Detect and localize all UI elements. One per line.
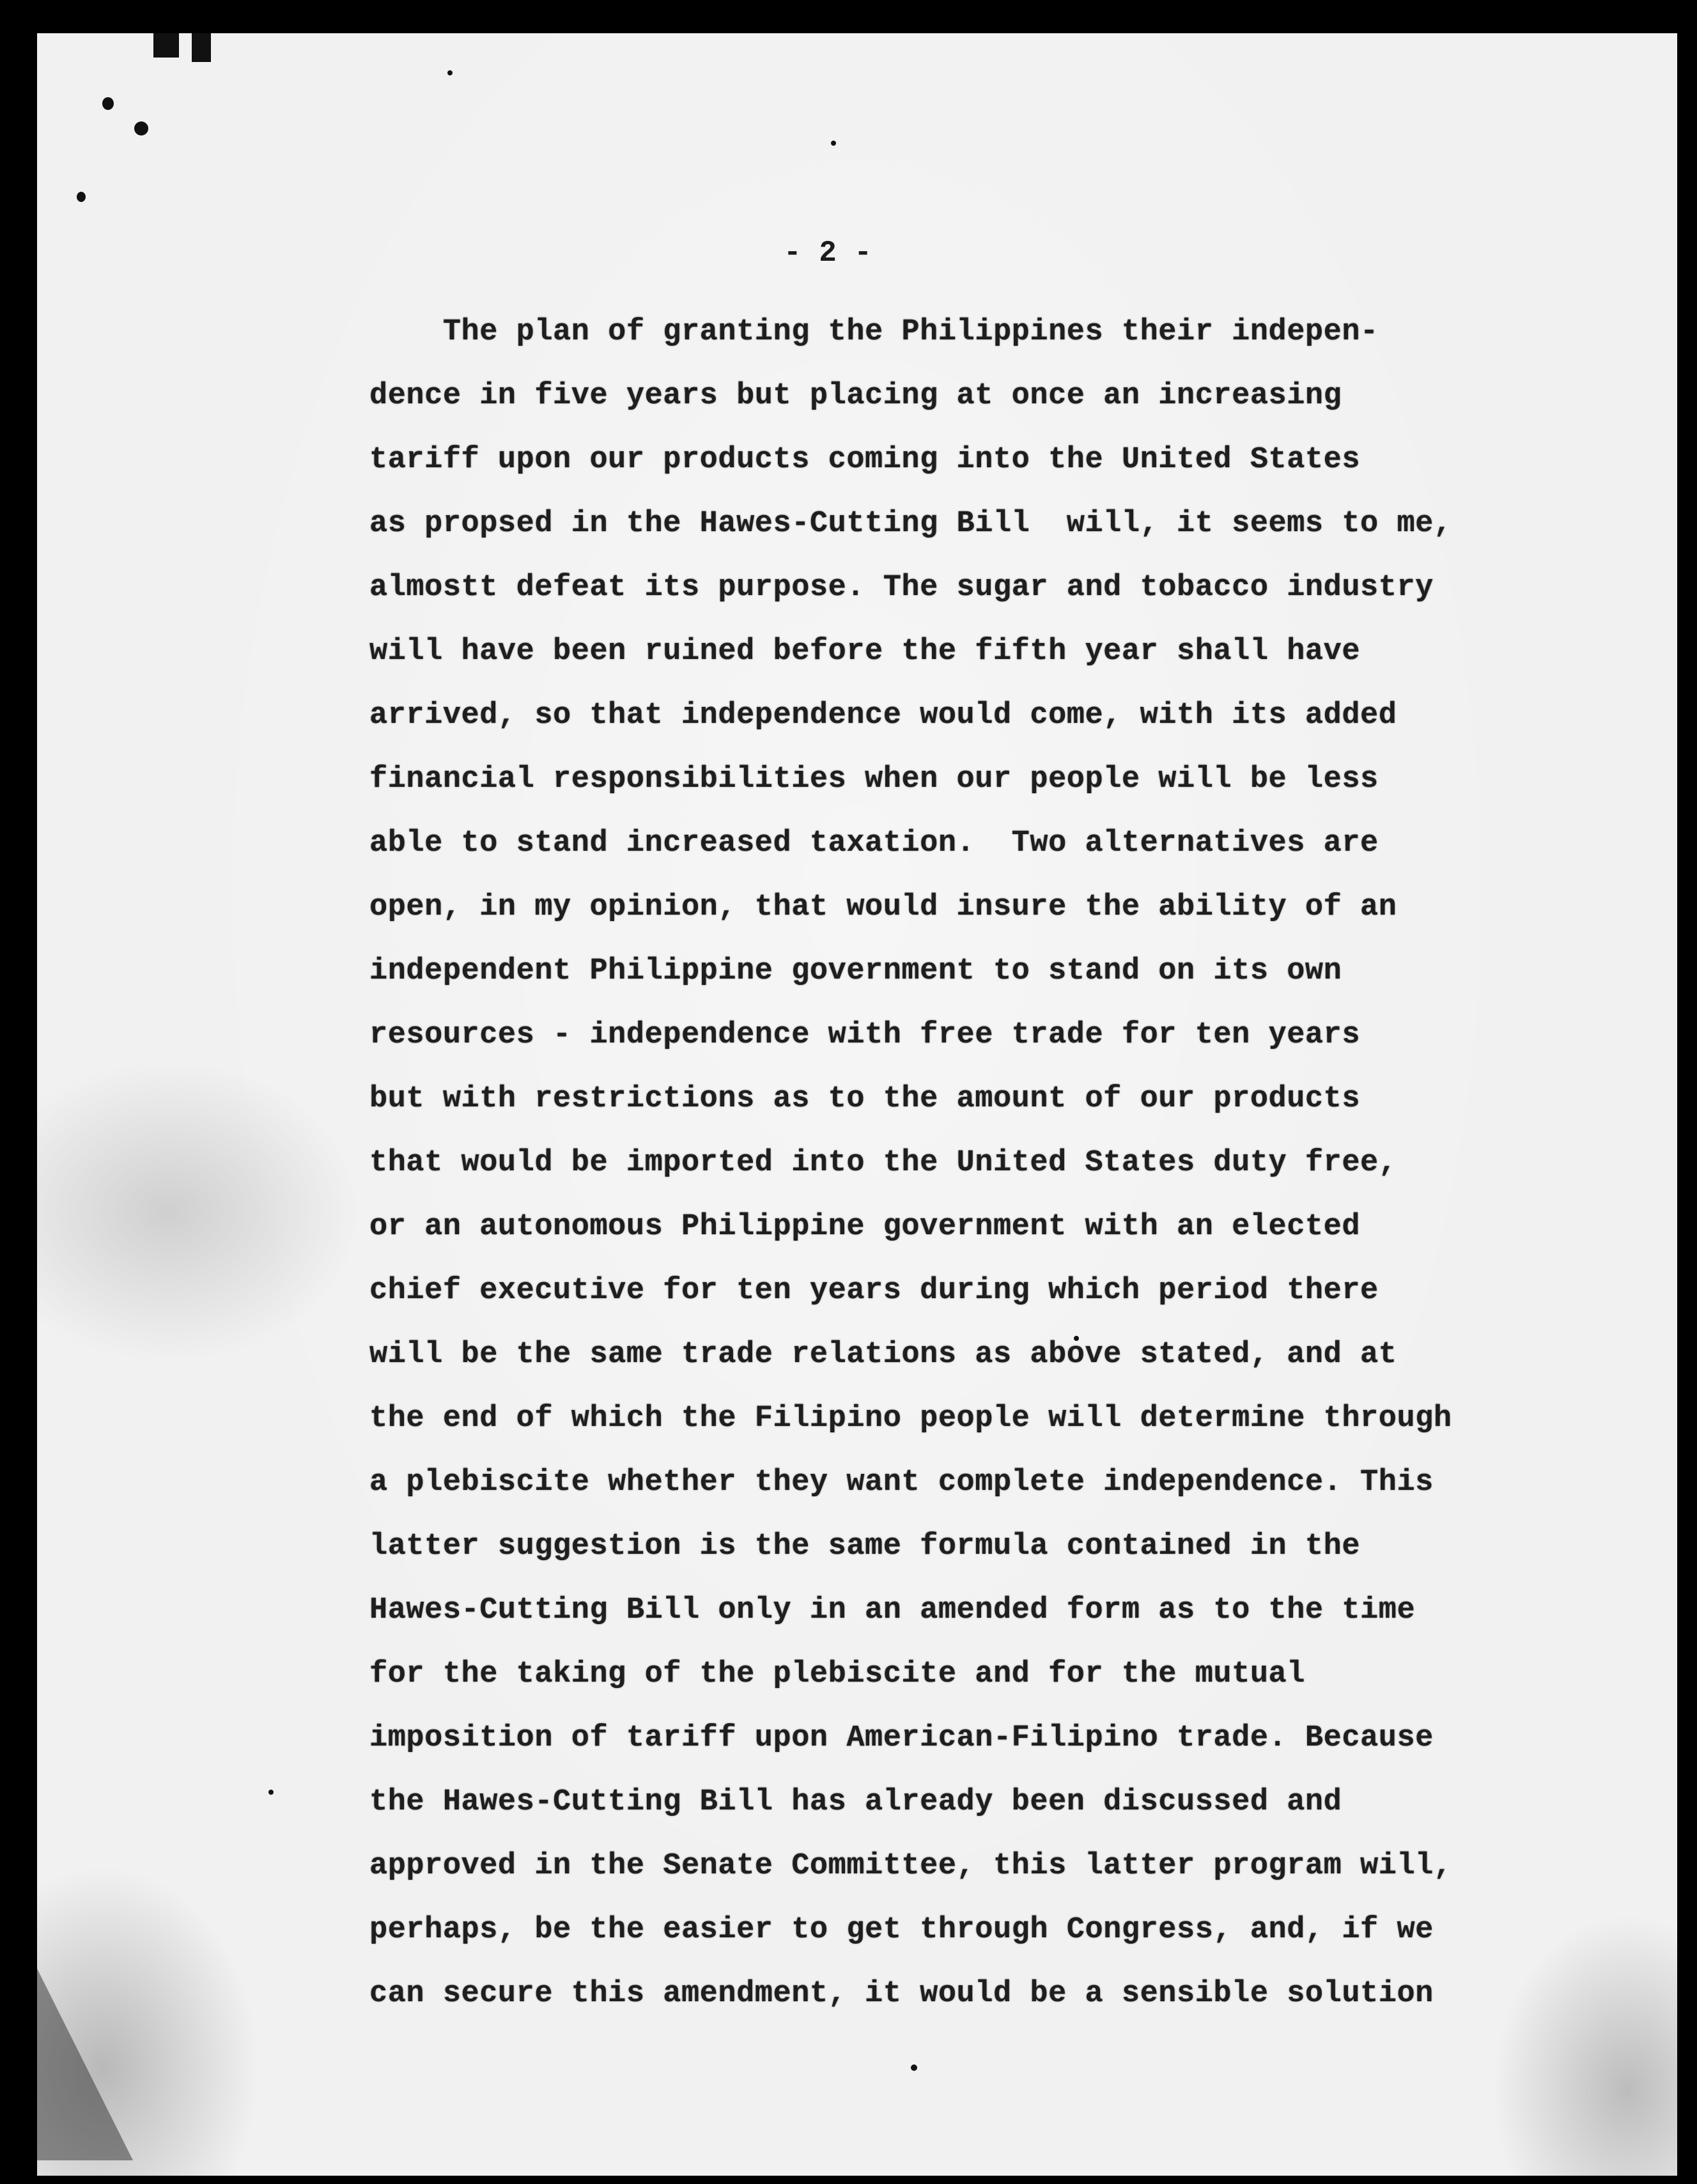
text-line: but with restrictions as to the amount of our products <box>369 1082 1361 1116</box>
torn-corner <box>37 1969 133 2160</box>
text-line: dence in five years but placing at once an increasing <box>369 379 1342 413</box>
text-line: arrived, so that independence would come, with its added <box>369 699 1397 732</box>
ink-speck <box>268 1790 274 1795</box>
ink-speck <box>447 70 453 75</box>
letter-body <box>369 300 1571 2026</box>
text-line: for the taking of the plebiscite and for the mutual <box>369 1657 1305 1691</box>
ink-speck <box>911 2064 917 2071</box>
text-line: able to stand increased taxation. Two alternatives are <box>369 826 1379 860</box>
page-number: - 2 - <box>783 236 872 270</box>
text-line: imposition of tariff upon American-Filipino trade. Because <box>369 1721 1434 1755</box>
text-line: open, in my opinion, that would insure the ability of an <box>369 890 1397 924</box>
ink-blot <box>192 33 211 62</box>
text-line: can secure this amendment, it would be a sensible solution <box>369 1977 1434 2011</box>
text-line: a plebiscite whether they want complete independence. This <box>369 1466 1434 1499</box>
text-line: the end of which the Filipino people will determine through <box>369 1402 1452 1436</box>
ink-speck <box>134 121 148 136</box>
ink-speck <box>831 141 836 146</box>
ink-speck <box>77 192 86 202</box>
text-line: will be the same trade relations as above stated, and at <box>369 1338 1397 1372</box>
text-line: as propsed in the Hawes-Cutting Bill will, it seems to me, <box>369 507 1452 541</box>
text-line: independent Philippine government to stand on its own <box>369 954 1342 988</box>
text-line: perhaps, be the easier to get through Congress, and, if we <box>369 1913 1434 1947</box>
text-line: almostt defeat its purpose. The sugar and tobacco industry <box>369 571 1434 605</box>
text-line: will have been ruined before the fifth year shall have <box>369 635 1361 669</box>
text-line: financial responsibilities when our people will be less <box>369 763 1379 796</box>
text-line: approved in the Senate Committee, this latter program will, <box>369 1849 1452 1883</box>
text-line: The plan of granting the Philippines their indepen- <box>369 315 1379 349</box>
ink-blot <box>153 33 179 58</box>
text-line: tariff upon our products coming into the United States <box>369 443 1361 477</box>
text-line: chief executive for ten years during which period there <box>369 1274 1379 1308</box>
text-line: latter suggestion is the same formula contained in the <box>369 1530 1361 1563</box>
text-line: or an autonomous Philippine government with an elected <box>369 1210 1361 1244</box>
text-line: that would be imported into the United States duty free, <box>369 1146 1397 1180</box>
text-line: resources - independence with free trade for ten years <box>369 1018 1361 1052</box>
text-line: Hawes-Cutting Bill only in an amended form as to the time <box>369 1593 1416 1627</box>
ink-speck <box>102 97 114 110</box>
text-line: the Hawes-Cutting Bill has already been discussed and <box>369 1785 1342 1819</box>
